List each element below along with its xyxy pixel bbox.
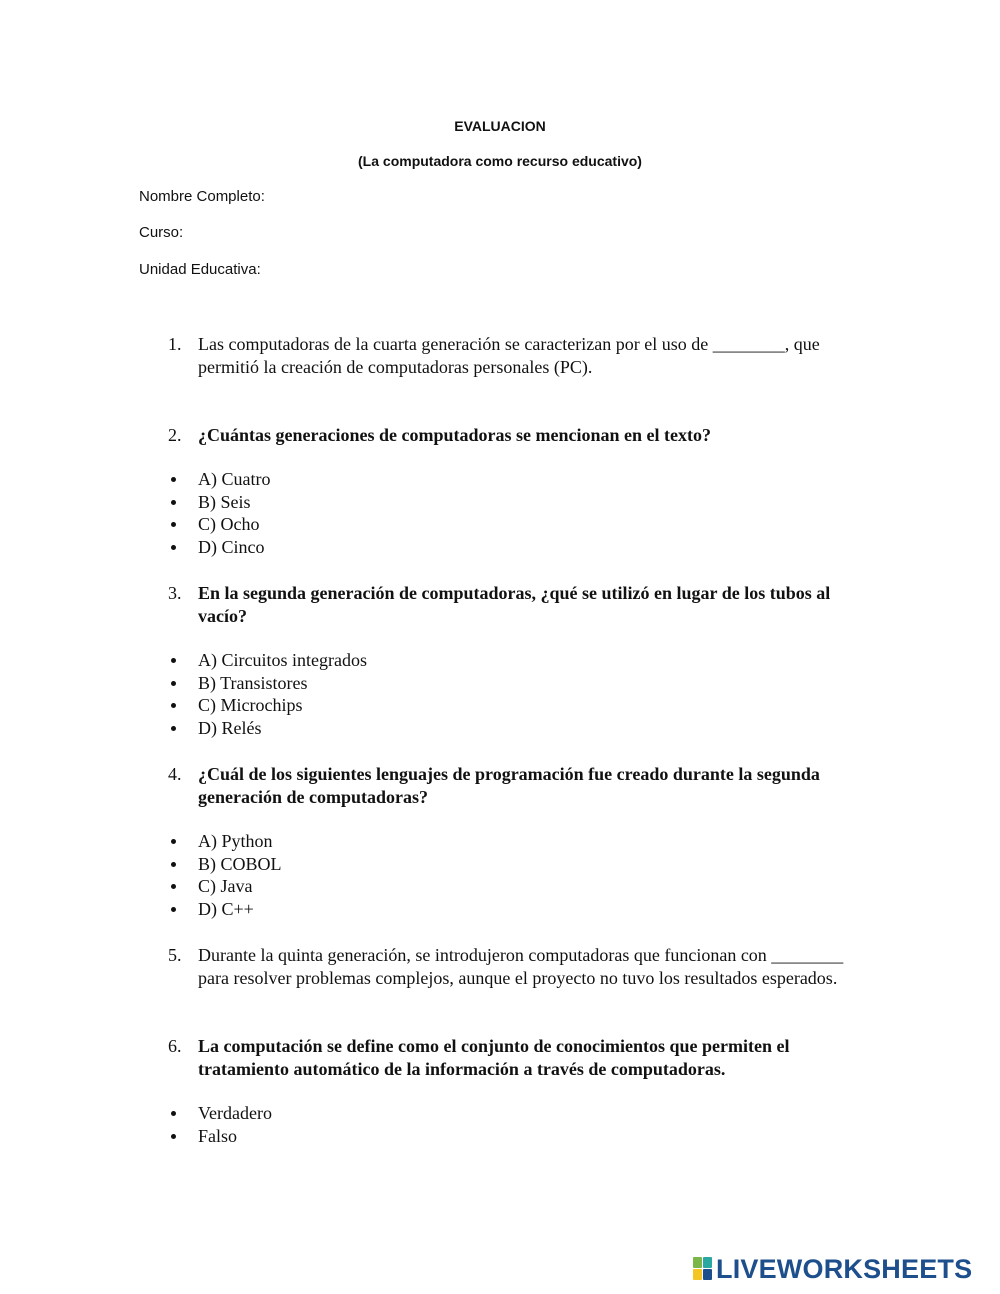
bullet-icon — [171, 681, 176, 686]
question-6-options — [168, 1102, 272, 1147]
question-3 — [168, 582, 858, 628]
bullet-icon — [171, 500, 176, 505]
option-item[interactable] — [168, 898, 282, 921]
bullet-icon — [171, 703, 176, 708]
question-number: 1. — [168, 334, 182, 354]
question-4-options — [168, 830, 282, 921]
option-label: Falso — [198, 1125, 238, 1146]
option-label: D) C++ — [198, 899, 254, 920]
name-field-label: Nombre Completo: — [139, 188, 265, 205]
bullet-icon — [171, 1134, 176, 1139]
option-label: B) COBOL — [198, 853, 282, 874]
page-subtitle: (La computadora como recurso educativo) — [358, 153, 642, 169]
bullet-icon — [171, 522, 176, 527]
course-field-label: Curso: — [139, 224, 184, 241]
question-number: 6. — [168, 1036, 182, 1056]
question-text: Las computadoras de la cuarta generación se caracterizan por el uso de ________, que permitió la creación de computadoras personales (PC). — [198, 334, 820, 377]
option-label: C) Microchips — [198, 695, 303, 716]
bullet-icon — [171, 545, 176, 550]
option-item[interactable] — [168, 491, 270, 514]
question-text: En la segunda generación de computadoras, ¿qué se utilizó en lugar de los tubos al vacío? — [198, 583, 831, 626]
option-label: C) Ocho — [198, 514, 260, 535]
option-item[interactable] — [168, 468, 270, 491]
option-item[interactable] — [168, 830, 282, 853]
page-title: EVALUACION — [454, 118, 546, 134]
bullet-icon — [171, 726, 176, 731]
bullet-icon — [171, 862, 176, 867]
option-label: D) Cinco — [198, 537, 265, 558]
bullet-icon — [171, 884, 176, 889]
option-label: A) Cuatro — [198, 469, 271, 489]
option-label: B) Transistores — [198, 672, 308, 693]
option-label: C) Java — [198, 876, 253, 897]
question-4 — [168, 763, 858, 809]
liveworksheets-logo-icon — [693, 1257, 713, 1281]
bullet-icon — [171, 658, 176, 663]
option-label: A) Circuitos integrados — [198, 650, 367, 670]
option-item[interactable] — [168, 649, 367, 672]
question-text: ¿Cuántas generaciones de computadoras se mencionan en el texto? — [198, 425, 711, 445]
question-3-options — [168, 649, 367, 740]
school-field-label: Unidad Educativa: — [139, 261, 261, 278]
question-number: 3. — [168, 583, 182, 603]
option-label: B) Seis — [198, 491, 251, 512]
option-item[interactable] — [168, 1102, 272, 1125]
option-item[interactable] — [168, 513, 270, 536]
option-label: D) Relés — [198, 718, 262, 739]
option-label: A) Python — [198, 831, 273, 851]
question-number: 2. — [168, 425, 182, 445]
question-number: 4. — [168, 764, 182, 784]
question-text: ¿Cuál de los siguientes lenguajes de programación fue creado durante la segunda generación de computadoras? — [198, 764, 820, 807]
question-number: 5. — [168, 945, 182, 965]
bullet-icon — [171, 1111, 176, 1116]
question-text: Durante la quinta generación, se introdujeron computadoras que funcionan con ________ para resolver problemas complejos, aunque el proyecto no tuvo los resultados esperados. — [198, 945, 844, 988]
question-1 — [168, 333, 858, 379]
option-item[interactable] — [168, 536, 270, 559]
question-5 — [168, 944, 858, 990]
option-item[interactable] — [168, 875, 282, 898]
question-2-options — [168, 468, 270, 559]
liveworksheets-brand[interactable] — [693, 1254, 972, 1284]
bullet-icon — [171, 477, 176, 482]
option-item[interactable] — [168, 853, 282, 876]
question-6 — [168, 1035, 858, 1081]
brand-name: LIVEWORKSHEETS — [716, 1254, 973, 1284]
question-text: La computación se define como el conjunto de conocimientos que permiten el tratamiento automático de la información a través de computadoras. — [198, 1036, 790, 1079]
bullet-icon — [171, 839, 176, 844]
question-2 — [168, 424, 858, 447]
option-item[interactable] — [168, 694, 367, 717]
bullet-icon — [171, 907, 176, 912]
option-item[interactable] — [168, 672, 367, 695]
option-label: Verdadero — [198, 1103, 272, 1123]
option-item[interactable] — [168, 1125, 272, 1148]
option-item[interactable] — [168, 717, 367, 740]
